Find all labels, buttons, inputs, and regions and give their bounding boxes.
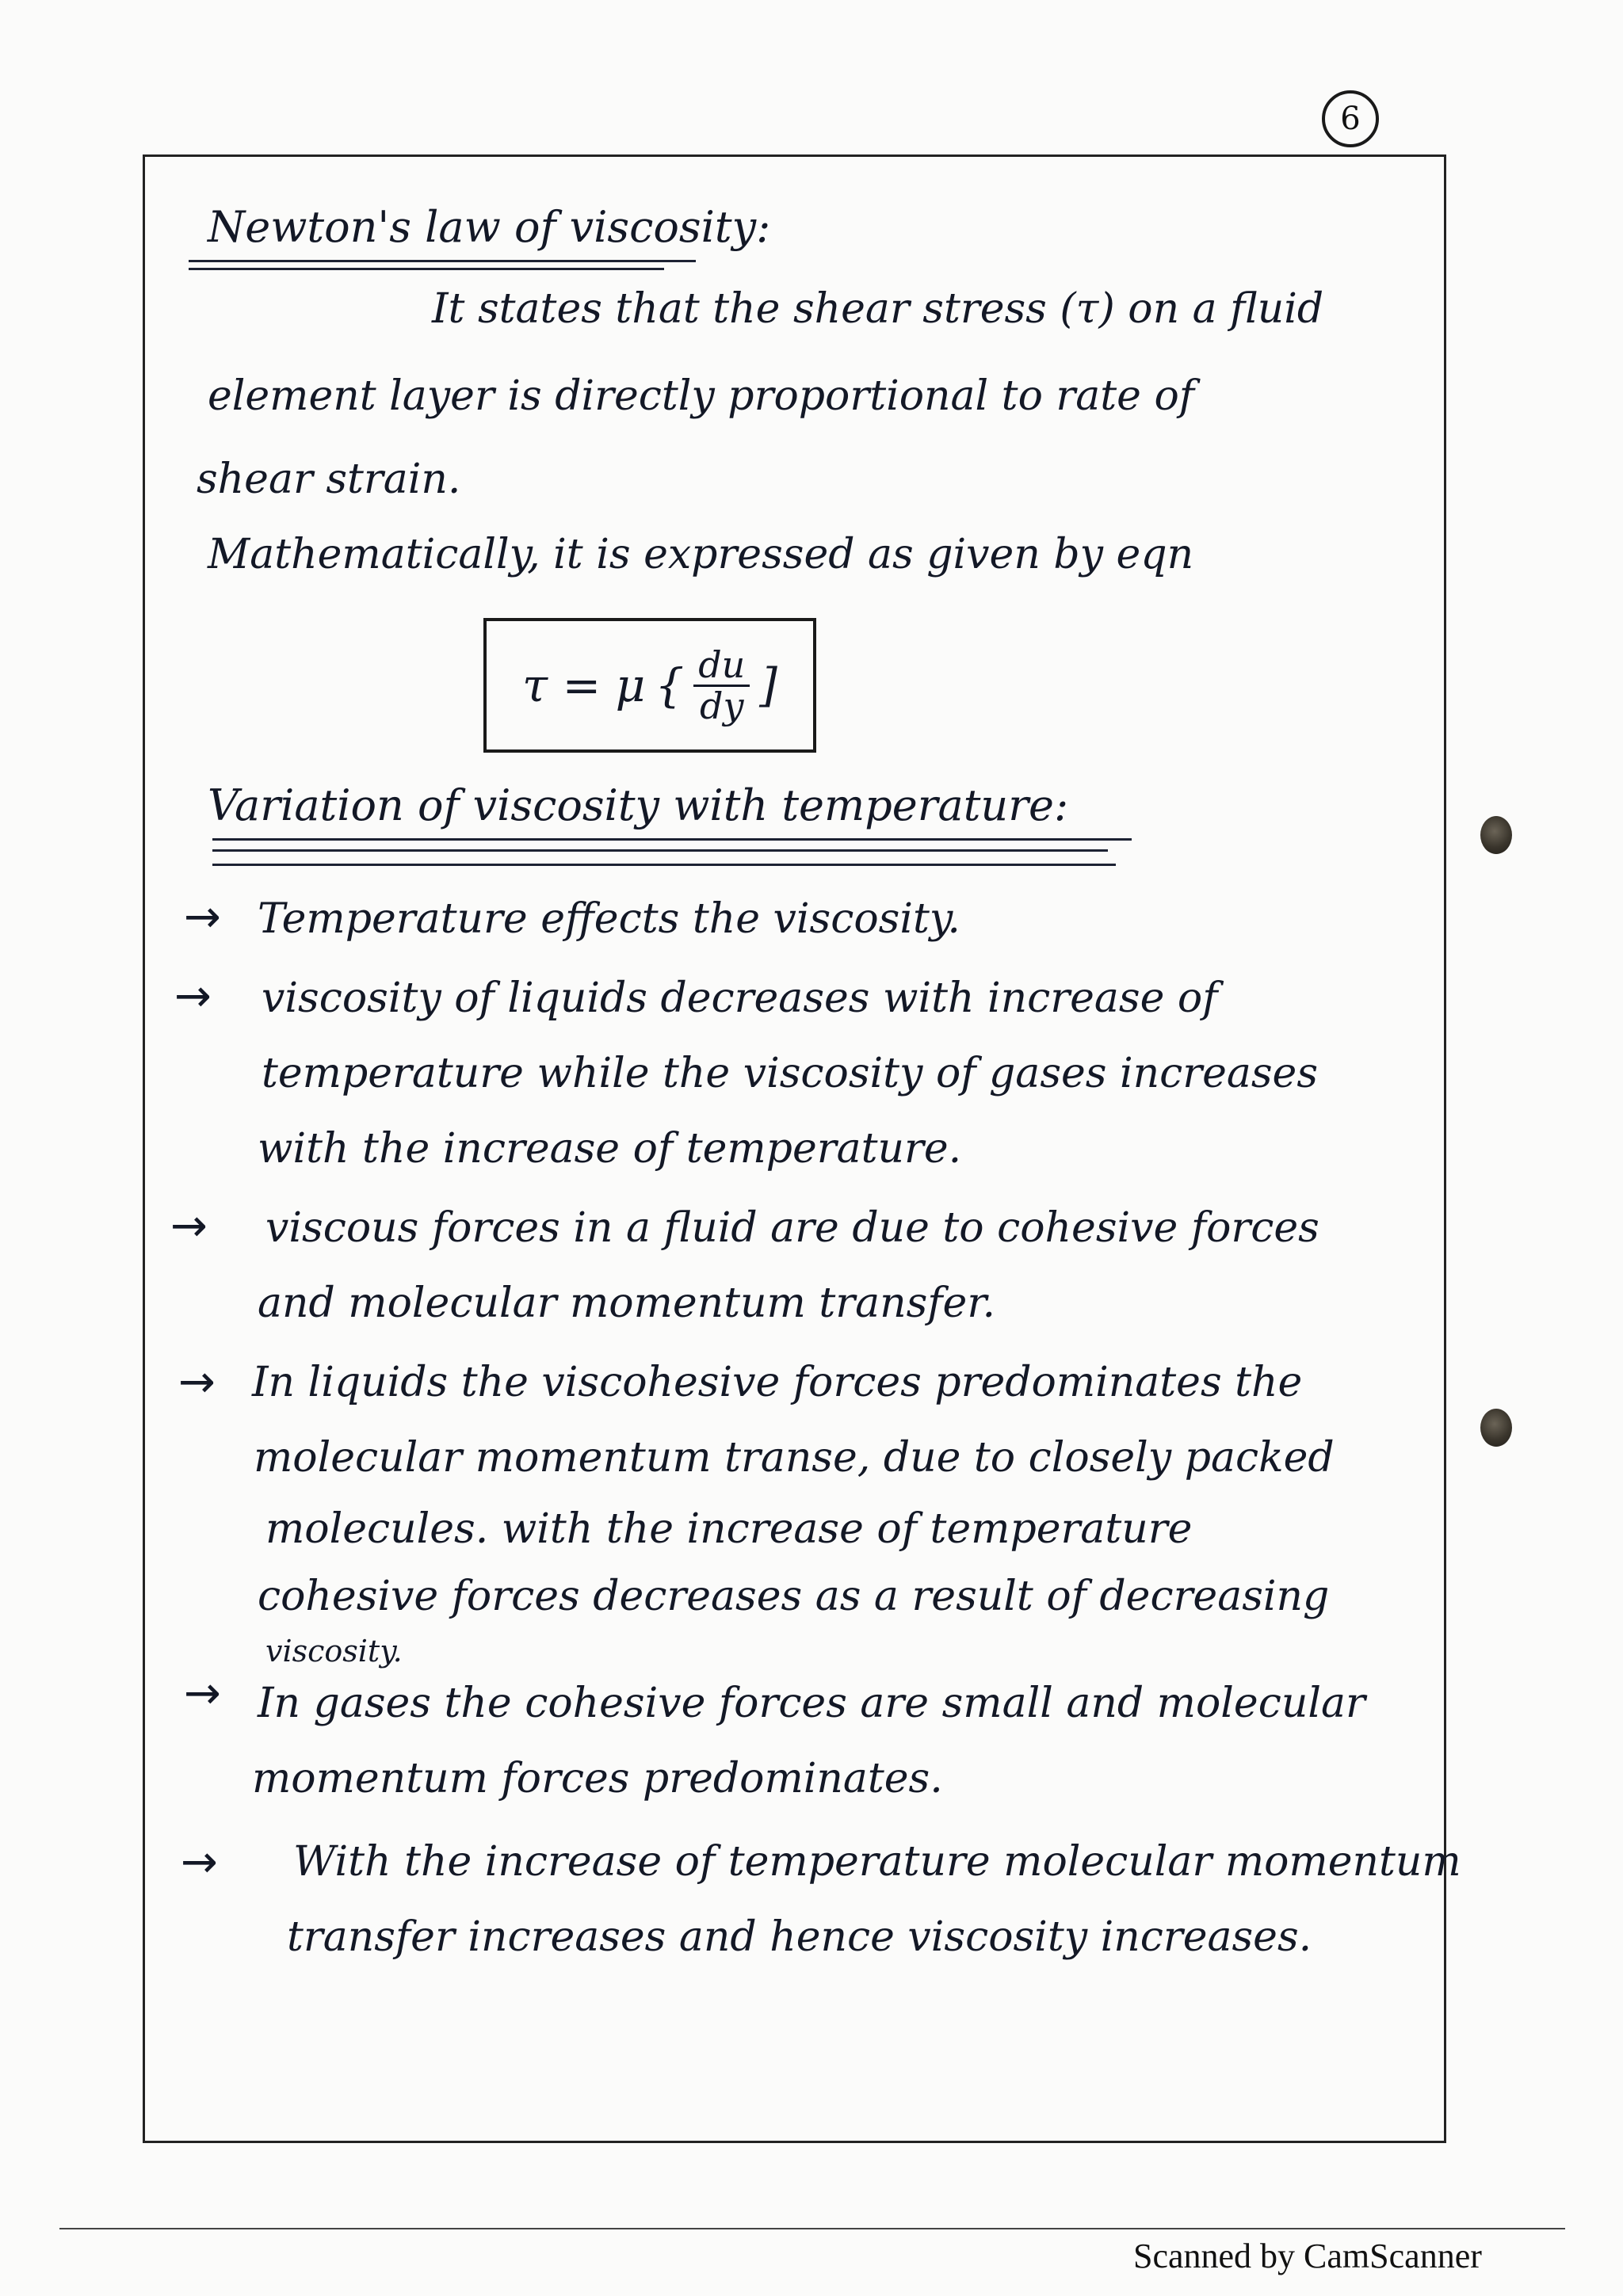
formula-open-bracket: { — [655, 658, 685, 712]
formula-close-bracket: ] — [759, 658, 777, 712]
formula-fraction — [693, 643, 750, 727]
punch-hole — [1480, 1409, 1512, 1447]
text-line: It states that the shear stress (τ) on a fluid — [432, 285, 1324, 333]
scanner-watermark: Scanned by CamScanner — [1133, 2237, 1482, 2275]
text-line: With the increase of temperature molecular momentum — [293, 1838, 1461, 1886]
text-line: Temperature effects the viscosity. — [258, 895, 960, 943]
heading-underline — [189, 268, 664, 270]
text-line: shear strain. — [197, 456, 461, 503]
text-line: viscosity. — [265, 1634, 403, 1669]
page-number — [1322, 90, 1379, 147]
heading-underline — [189, 260, 696, 262]
heading-underline — [212, 838, 1132, 841]
bullet-arrow: → — [184, 891, 221, 943]
bullet-arrow: → — [184, 1668, 221, 1719]
text-line: momentum forces predominates. — [252, 1755, 943, 1802]
section-heading-variation: Variation of viscosity with temperature: — [208, 780, 1069, 830]
scan-edge-line — [59, 2228, 1565, 2229]
text-line: cohesive forces decreases as a result of decreasing — [258, 1573, 1330, 1620]
text-line: In liquids the viscohesive forces predominates the — [252, 1359, 1303, 1406]
section-heading-newtons-law: Newton's law of viscosity: — [208, 202, 771, 252]
punch-hole — [1480, 816, 1512, 854]
heading-underline — [212, 864, 1116, 866]
formula-lhs: τ = μ — [522, 658, 646, 712]
formula-numerator: du — [693, 646, 750, 686]
bullet-arrow: → — [170, 1200, 208, 1252]
page-number-text: 6 — [1340, 101, 1361, 137]
text-line: and molecular momentum transfer. — [258, 1280, 995, 1327]
text-line: transfer increases and hence viscosity increases. — [287, 1913, 1312, 1961]
text-line: with the increase of temperature. — [258, 1125, 962, 1173]
bullet-arrow: → — [174, 971, 212, 1022]
viscosity-formula — [522, 643, 777, 727]
bullet-arrow: → — [181, 1836, 218, 1888]
heading-underline — [212, 849, 1108, 852]
formula-box — [483, 618, 816, 753]
text-line: molecules. with the increase of temperature — [265, 1505, 1193, 1553]
text-line: viscous forces in a fluid are due to cohesive forces — [265, 1204, 1319, 1252]
text-line: temperature while the viscosity of gases increases — [262, 1050, 1319, 1097]
text-line: Mathematically, it is expressed as given by eqn — [208, 531, 1194, 578]
text-line: In gases the cohesive forces are small and molecular — [258, 1680, 1365, 1727]
text-line: element layer is directly proportional to rate of — [208, 372, 1195, 420]
text-line: molecular momentum transe, due to closely packed — [254, 1434, 1335, 1482]
formula-denominator: dy — [700, 684, 744, 727]
text-line: viscosity of liquids decreases with increase of — [262, 974, 1218, 1022]
bullet-arrow: → — [178, 1356, 216, 1408]
